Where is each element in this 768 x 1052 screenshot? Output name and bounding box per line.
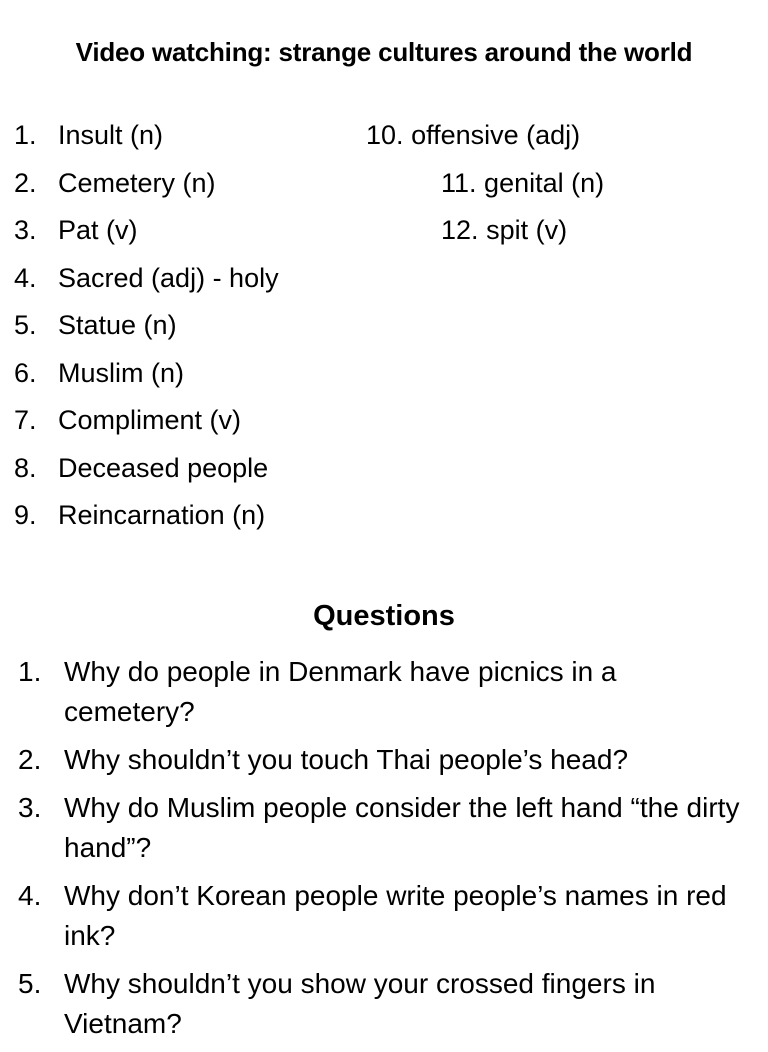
vocabulary-item <box>14 255 279 303</box>
question-number: 2. <box>18 744 42 775</box>
question-text: Why do people in Denmark have picnics in a cemetery? <box>64 656 617 727</box>
vocabulary-item <box>14 492 279 540</box>
question-text: Why shouldn’t you touch Thai people’s head? <box>64 744 629 775</box>
item-number: 5. <box>14 310 37 340</box>
questions-list <box>18 652 748 1052</box>
item-text: spit (v) <box>486 215 568 245</box>
item-text: Statue (n) <box>58 310 177 340</box>
item-text: Muslim (n) <box>58 357 184 388</box>
vocabulary-item <box>14 397 279 445</box>
question-number: 5. <box>18 968 42 999</box>
item-number: 3. <box>14 215 37 245</box>
vocabulary-item <box>14 445 279 493</box>
vocabulary-list-left <box>14 112 279 540</box>
item-text: Cemetery (n) <box>58 167 216 198</box>
question-number: 3. <box>18 792 42 823</box>
vocabulary-item <box>441 160 604 208</box>
question-item <box>18 652 748 732</box>
item-text: Compliment (v) <box>58 405 242 435</box>
question-item <box>18 964 748 1044</box>
item-number: 8. <box>14 452 37 483</box>
item-text: genital (n) <box>484 167 605 198</box>
item-number: 11. <box>441 167 477 198</box>
questions-heading: Questions <box>313 600 455 632</box>
item-number: 12. <box>441 215 479 245</box>
vocabulary-item <box>14 160 279 208</box>
vocabulary-item <box>14 207 279 255</box>
item-text: Reincarnation (n) <box>58 500 266 530</box>
vocabulary-list-right <box>441 160 604 255</box>
question-text: Why don’t Korean people write people’s names in red ink? <box>64 880 727 951</box>
vocabulary-item <box>14 112 279 160</box>
item-number: 1. <box>14 120 37 150</box>
item-number: 9. <box>14 500 37 530</box>
item-text: Pat (v) <box>58 215 138 245</box>
question-text: Why do Muslim people consider the left hand “the dirty hand”? <box>64 792 740 863</box>
question-item <box>18 876 748 956</box>
vocabulary-item <box>441 207 604 255</box>
question-number: 1. <box>18 656 42 687</box>
item-number: 7. <box>14 405 37 435</box>
vocabulary-item <box>366 112 580 160</box>
item-number: 6. <box>14 357 37 388</box>
question-number: 4. <box>18 880 42 911</box>
item-text: Sacred (adj) - holy <box>58 262 279 293</box>
page-title: Video watching: strange cultures around the world <box>75 37 693 67</box>
vocabulary-item <box>14 350 279 398</box>
item-number: 2. <box>14 167 37 198</box>
question-text: Why shouldn’t you show your crossed fingers in Vietnam? <box>64 968 656 1039</box>
vocabulary-item <box>14 302 279 350</box>
item-text: Insult (n) <box>58 120 164 150</box>
question-item <box>18 740 748 780</box>
item-number: 4. <box>14 262 37 293</box>
item-text: Deceased people <box>58 452 269 483</box>
item-text: offensive (adj) <box>411 120 581 150</box>
item-number: 10. <box>366 120 404 150</box>
question-item <box>18 788 748 868</box>
